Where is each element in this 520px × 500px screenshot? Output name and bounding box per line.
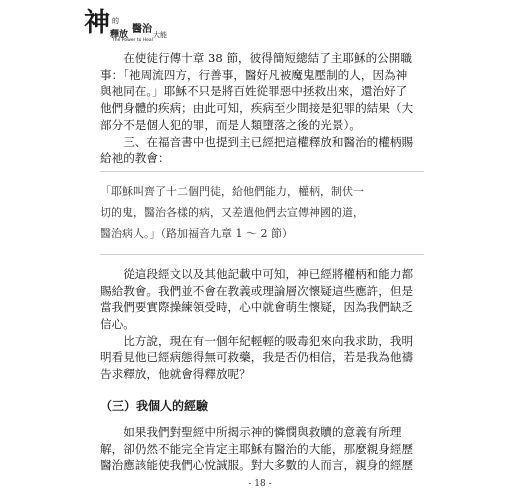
- text-line: 信心。: [100, 317, 135, 332]
- logo-word-power: 大能: [153, 31, 167, 39]
- logo-word-release: 釋放: [110, 30, 129, 40]
- paragraph-2: [100, 266, 424, 383]
- scripture-quote: [100, 171, 424, 255]
- logo-particle: 的: [112, 17, 119, 25]
- text-line: 比方說，現在有一個年紀輕輕的吸毒犯來向我求助，我明: [100, 333, 414, 348]
- text-line: 事：「祂周流四方，行善事，醫好凡被魔鬼壓制的人，因為神: [100, 67, 408, 82]
- text-line: 明看見他已經病態得無可救藥，我是否仍相信，若是我為他禱: [100, 350, 414, 365]
- text-line: 如果我們對聖經中所揭示神的憐憫與救贖的意義有所理: [100, 424, 402, 439]
- text-line: 賜給教會。我們並不會在教義或理論層次懷疑這些應許，但是: [100, 283, 414, 298]
- text-line: 與祂同在。」耶穌不只是將百姓從罪惡中拯救出來，還治好了: [100, 84, 408, 99]
- quote-line: 「耶穌叫齊了十二個門徒，給他們能力，權柄，制伏一: [100, 184, 364, 198]
- text-line: 在使徒行傳十章 38 節，彼得簡短總結了主耶穌的公開職: [100, 51, 412, 65]
- logo-character: 神: [84, 8, 111, 38]
- text-line: 解，卻仍然不能完全肯定主耶穌有醫治的大能，那麼親身經歷: [100, 441, 414, 456]
- text-line: 部分不是個人犯的罪，而是人類墮落之後的光景）。: [100, 117, 361, 132]
- text-line: 從這段經文以及其他記載中可知，神已經將權柄和能力都: [100, 266, 414, 281]
- page-number: - 18 -: [248, 479, 272, 489]
- logo-word-heal: 醫治: [132, 24, 152, 35]
- paragraph-1: [100, 50, 424, 167]
- section-heading: （三）我個人的經驗: [100, 398, 209, 413]
- quote-line: 切的鬼，醫治各樣的病，又差遣他們去宣傳神國的道，: [100, 205, 364, 219]
- quote-line: 醫治病人。」（路加福音九章 1 ～ 2 節）: [100, 226, 293, 240]
- logo-english-title: The Power to Heal: [112, 38, 153, 43]
- page-body: [100, 50, 424, 474]
- paragraph-3: [100, 424, 424, 474]
- text-line: 當我們要實際操練領受時，心中就會萌生懷疑，因為我們缺乏: [100, 300, 414, 315]
- text-line: 他們身體的疾病；由此可知，疾病至少間接是犯罪的結果（大: [100, 101, 414, 116]
- text-line: 給祂的教會：: [100, 151, 170, 166]
- text-line: 醫治應該能使我們心悅誠服。對大多數的人而言，親身的經歷: [100, 458, 414, 473]
- book-logo: [84, 8, 174, 44]
- text-line: 告求釋放，他就會得釋放呢？: [100, 367, 251, 382]
- text-line: 三、在福音書中也提到主已經把這權釋放和醫治的權柄賜: [100, 134, 414, 149]
